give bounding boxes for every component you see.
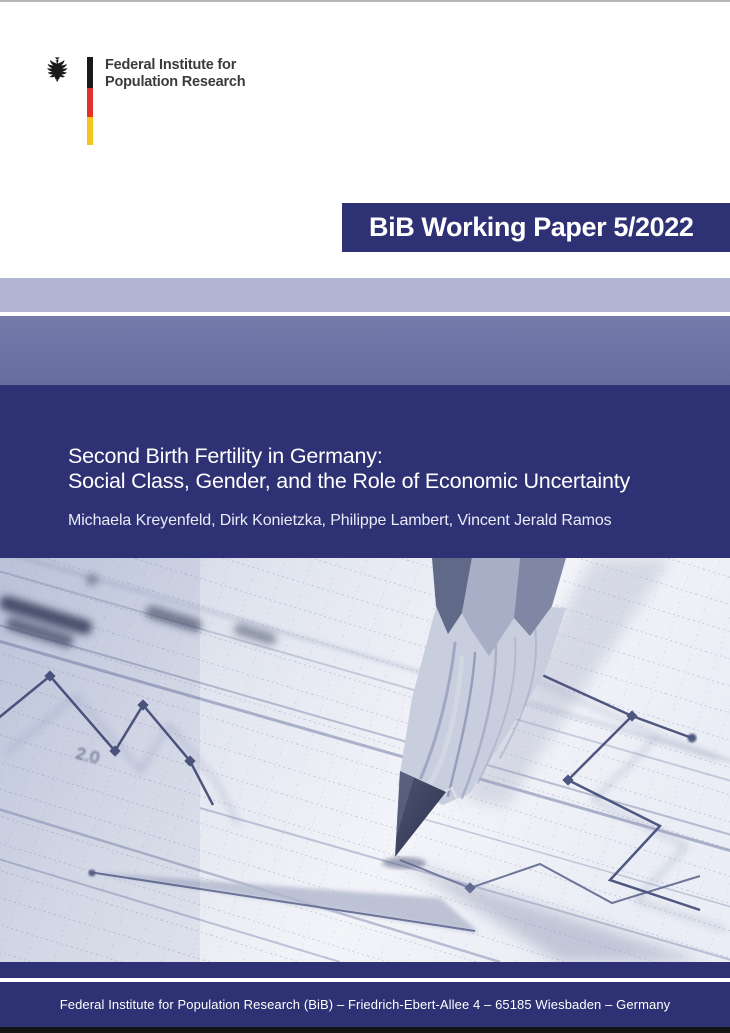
decorative-band-medium [0,316,730,385]
pencil-chart-illustration [0,558,730,962]
logo-text-line1: Federal Institute for [105,57,237,73]
paper-title [68,444,700,493]
decorative-band-light [0,278,730,312]
authors-line: Michaela Kreyenfeld, Dirk Konietzka, Philippe Lambert, Vincent Jerald Ramos [68,512,612,529]
banner-title: BiB Working Paper 5/2022 [369,212,694,242]
title-section [0,385,730,558]
cover-photo [0,558,730,962]
footer-address-bar [0,982,730,1027]
bottom-black-bar [0,1027,730,1033]
bib-logo [43,55,245,145]
working-paper-banner [342,203,730,252]
logo-text [105,57,245,90]
photo-grain [0,558,730,962]
logo-text-line2: Population Research [105,73,246,90]
title-line2: Social Class, Gender, and the Role of Economic Uncertainty [68,468,631,493]
footer-address: Federal Institute for Population Research (BiB) – Friedrich-Ebert-Allee 4 – 65185 Wiesbaden – Germany [59,997,671,1012]
flag-red-segment [87,88,93,117]
flag-gold-segment [87,117,93,145]
top-border-line [0,0,730,2]
flag-black-segment [87,57,93,88]
german-flag-stripe [87,57,93,145]
navy-divider-bar [0,962,730,978]
federal-eagle-icon [43,55,78,92]
title-line1: Second Birth Fertility in Germany: [68,444,383,468]
